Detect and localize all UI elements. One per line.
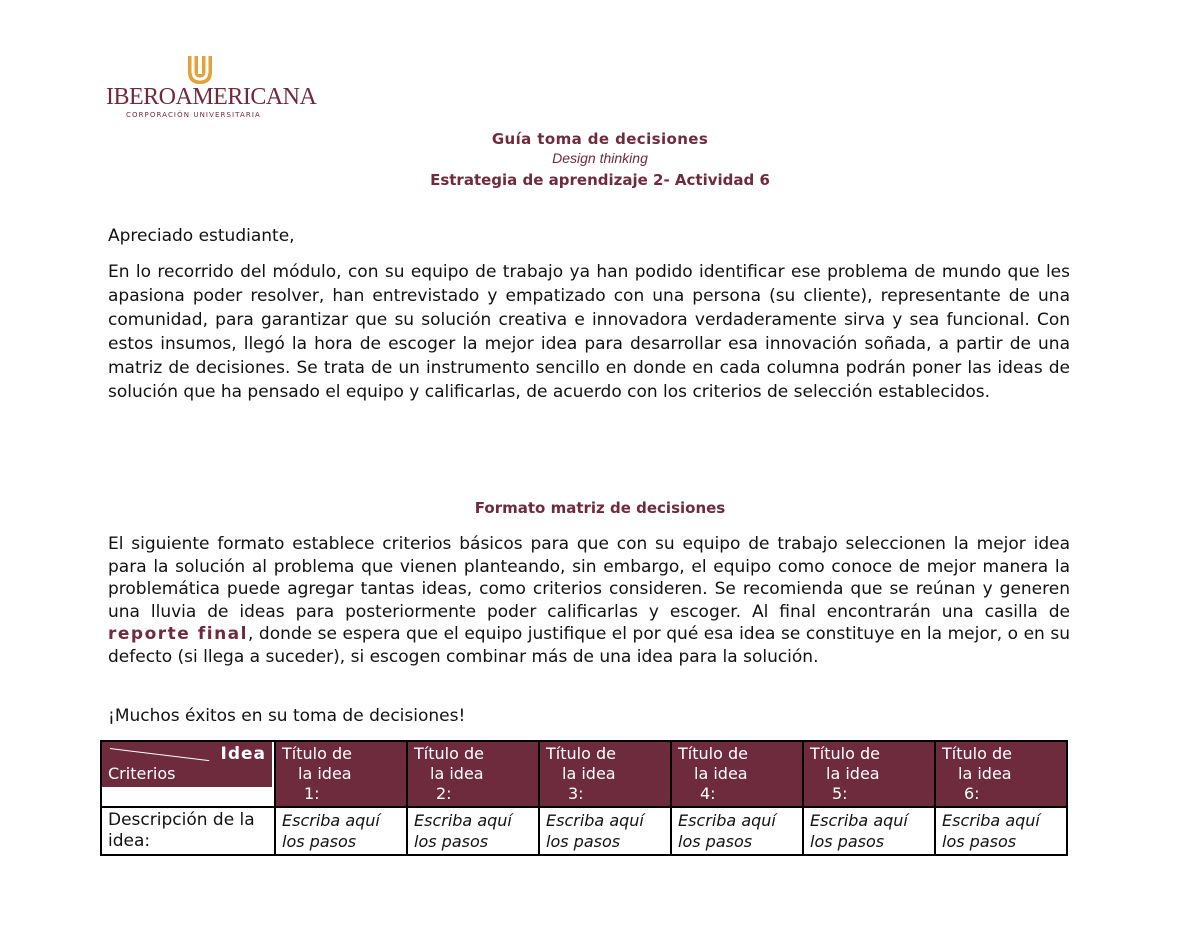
- decision-matrix: [100, 740, 1068, 856]
- header-line3: 2:: [436, 784, 452, 803]
- header-line2: la idea: [694, 764, 748, 783]
- header-line3: 3:: [568, 784, 584, 803]
- greeting: Apreciado estudiante,: [108, 226, 295, 246]
- format-text-after: , donde se espera que el equipo justifique el por qué esa idea se constituye en la mejor, o en su defecto (si llega a suceder), si escogen combinar más de una idea para la solución.: [108, 624, 1070, 667]
- corner-criteria-label: Criterios: [108, 764, 176, 783]
- guide-title: Guía toma de decisiones: [491, 130, 709, 148]
- corner-idea-label: Idea: [220, 744, 266, 764]
- report-final-highlight: reporte final: [108, 624, 248, 644]
- idea-column-header: [935, 741, 1067, 807]
- idea-input-cell[interactable]: Escriba aquí los pasos: [539, 807, 671, 855]
- header-line3: 1:: [304, 784, 320, 803]
- idea-column-header: [803, 741, 935, 807]
- header-line2: la idea: [826, 764, 880, 783]
- header-line3: 5:: [832, 784, 848, 803]
- logo-brand-text: IBEROAMERICANA: [106, 84, 317, 110]
- header-line1: Título de: [546, 744, 616, 763]
- strategy-title: Estrategia de aprendizaje 2- Actividad 6: [430, 171, 770, 189]
- header-line1: Título de: [942, 744, 1012, 763]
- header-line2: la idea: [562, 764, 616, 783]
- header-line3: 4:: [700, 784, 716, 803]
- format-text-before: El siguiente formato establece criterios básicos para que con su equipo de trabajo seleccionen la mejor idea para la solución al problema que vienen planteando, sin embargo, el equipo como conoce de mejor manera la problemática puede agregar tantas ideas, como criterios consideren. Se recomienda que se reúnan y generen una lluvia de ideas para posteriormente poder calificarlas y escoger. Al final encontrarán una casilla de: [108, 534, 1070, 622]
- criteria-label: Descripción de la idea:: [101, 807, 275, 855]
- matrix-corner-cell: [101, 741, 275, 807]
- idea-input-cell[interactable]: Escriba aquí los pasos: [407, 807, 539, 855]
- matrix-header-row: [101, 741, 1067, 807]
- header-line1: Título de: [282, 744, 352, 763]
- format-heading: Formato matriz de decisiones: [474, 499, 726, 517]
- idea-column-header: [275, 741, 407, 807]
- idea-input-cell[interactable]: Escriba aquí los pasos: [275, 807, 407, 855]
- idea-input-cell[interactable]: Escriba aquí los pasos: [935, 807, 1067, 855]
- idea-input-cell[interactable]: Escriba aquí los pasos: [803, 807, 935, 855]
- idea-column-header: [539, 741, 671, 807]
- header-line3: 6:: [964, 784, 980, 803]
- header-line1: Título de: [810, 744, 880, 763]
- logo-subtitle: CORPORACIÓN UNIVERSITARIA: [126, 111, 261, 119]
- intro-paragraph: En lo recorrido del módulo, con su equipo de trabajo ya han podido identificar ese problema de mundo que les apasiona poder resolver, han entrevistado y empatizado con una persona (su cliente), representante de una comunidad, para garantizar que su solución creativa e innovadora verdaderamente sirva y sea funcional. Con estos insumos, llegó la hora de escoger la mejor idea para desarrollar esa innovación soñada, a partir de una matriz de decisiones. Se trata de un instrumento sencillo en donde en cada columna podrán poner las ideas de solución que ha pensado el equipo y calificarlas, de acuerdo con los criterios de selección establecidos.: [108, 262, 1070, 402]
- guide-subtitle: Design thinking: [552, 150, 648, 166]
- university-shield-icon: [182, 54, 218, 86]
- header-line1: Título de: [414, 744, 484, 763]
- header-line1: Título de: [678, 744, 748, 763]
- university-logo: [106, 54, 317, 120]
- table-row: [101, 807, 1067, 855]
- header-line2: la idea: [298, 764, 352, 783]
- idea-column-header: [407, 741, 539, 807]
- header-line2: la idea: [958, 764, 1012, 783]
- idea-input-cell[interactable]: Escriba aquí los pasos: [671, 807, 803, 855]
- format-paragraph: [108, 533, 1070, 668]
- header-line2: la idea: [430, 764, 484, 783]
- idea-column-header: [671, 741, 803, 807]
- good-luck-message: ¡Muchos éxitos en su toma de decisiones!: [108, 706, 466, 726]
